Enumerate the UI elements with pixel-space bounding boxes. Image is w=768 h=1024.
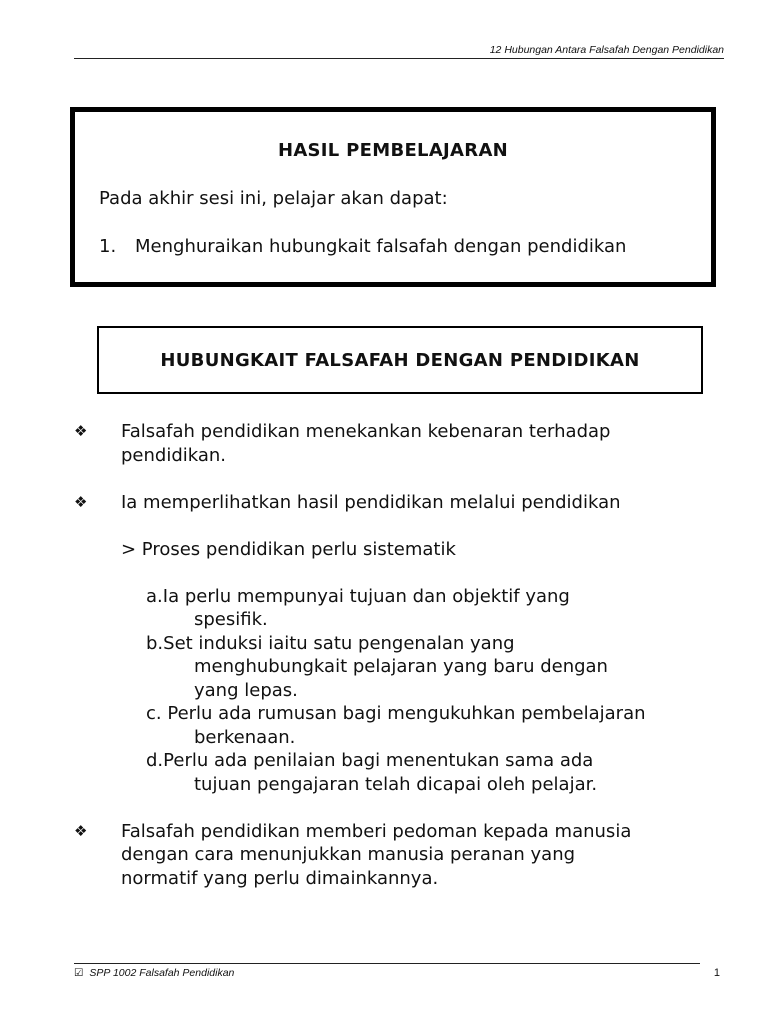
bullet-line: pendidikan.	[121, 444, 227, 466]
process-item	[146, 749, 734, 796]
bullet-point	[74, 820, 734, 891]
process-item-line: Ia perlu mempunyai tujuan dan objektif yang	[162, 585, 570, 607]
process-item-line: yang lepas.	[194, 679, 298, 701]
bullet-line: normatif yang perlu dimainkannya.	[121, 867, 439, 889]
outcome-number: 1.	[99, 236, 117, 257]
diamond-bullet-icon: ❖	[74, 821, 88, 840]
bullet-line: Falsafah pendidikan memberi pedoman kepada manusia	[121, 820, 632, 842]
process-item-label: c.	[146, 703, 162, 724]
topic-box	[97, 326, 703, 394]
process-item-line: spesifik.	[194, 609, 268, 630]
running-header: 12 Hubungan Antara Falsafah Dengan Pendidikan	[489, 44, 724, 56]
process-item-line: menghubungkait pelajaran yang baru dengan	[194, 656, 608, 677]
bullet-line: dengan cara menunjukkan manusia peranan yang	[121, 844, 576, 865]
page-number: 1	[713, 967, 720, 979]
bullet-line: Falsafah pendidikan menekankan kebenaran terhadap	[121, 421, 611, 442]
bullet-line: Ia memperlihatkan hasil pendidikan melalui pendidikan	[121, 491, 621, 513]
process-item	[146, 585, 734, 632]
header-rule	[74, 58, 724, 59]
process-item	[146, 702, 734, 749]
main-content	[74, 420, 734, 890]
process-item-line: berkenaan.	[194, 726, 296, 748]
process-item-line: tujuan pengajaran telah dicapai oleh pelajar.	[194, 773, 598, 795]
process-list	[74, 585, 734, 797]
topic-title: HUBUNGKAIT FALSAFAH DENGAN PENDIDIKAN	[160, 349, 640, 371]
process-item-line: Perlu ada rumusan bagi mengukuhkan pembelajaran	[167, 703, 646, 724]
outcome-text: Menghuraikan hubungkait falsafah dengan pendidikan	[135, 236, 627, 257]
process-item-label: d.	[146, 750, 164, 771]
process-item-line: Set induksi iaitu satu pengenalan yang	[163, 632, 515, 654]
bullet-point	[74, 491, 734, 515]
footer-course-name: SPP 1002 Falsafah Pendidikan	[89, 967, 235, 979]
process-item	[146, 632, 734, 703]
learning-outcomes-heading: HASIL PEMBELAJARAN	[277, 140, 509, 161]
process-item-label: a.	[146, 585, 163, 607]
process-heading: > Proses pendidikan perlu sistematik	[121, 538, 456, 560]
diamond-bullet-icon: ❖	[74, 492, 88, 511]
learning-outcomes-box	[70, 107, 716, 287]
process-item-line: Perlu ada penilaian bagi menentukan sama ada	[163, 750, 594, 771]
footer-rule	[74, 963, 700, 964]
diamond-bullet-icon: ❖	[74, 422, 88, 440]
learning-outcomes-intro: Pada akhir sesi ini, pelajar akan dapat:	[99, 188, 448, 209]
bullet-point	[74, 420, 734, 467]
process-item-label: b.	[146, 632, 164, 654]
checkbox-icon: ☑	[74, 967, 84, 979]
footer-course	[74, 967, 234, 979]
learning-outcome-item	[99, 236, 626, 257]
